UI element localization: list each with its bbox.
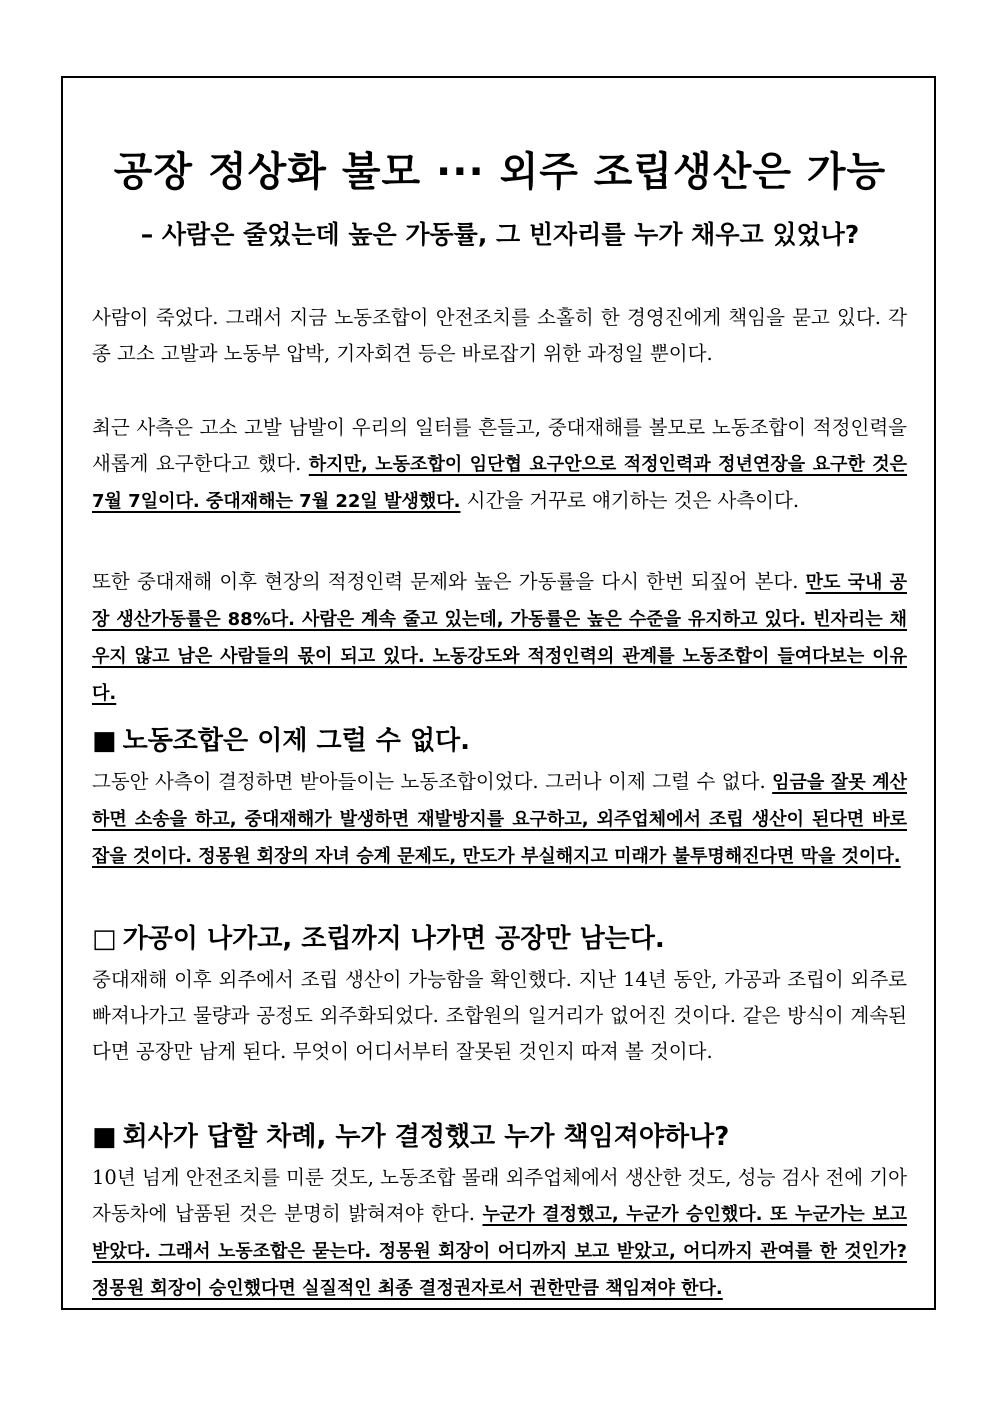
section-heading-2: [92, 918, 907, 955]
paragraph-2-text: 최근 사측은 고소 고발 남발이 우리의 일터를 흔들고, 중대재해를 볼모로 노동조합이 적정인력을 새롭게 요구한다고 했다.: [92, 416, 907, 475]
paragraph-1: 사람이 죽었다. 그래서 지금 노동조합이 안전조치를 소홀히 한 경영진에게 책임을 묻고 있다. 각종 고소 고발과 노동부 압박, 기자회견 등은 바로잡기 위한 과정일 뿐이다.: [92, 306, 907, 365]
paragraph-6: [92, 1160, 907, 1307]
filled-square-icon: ■: [92, 1122, 117, 1152]
section-heading-3: [92, 1116, 907, 1153]
page-subtitle: – 사람은 줄었는데 높은 가동률, 그 빈자리를 누가 채우고 있었나?: [140, 220, 860, 249]
paragraph-6-emphasis: 누군가 결정했고, 누군가 승인했다. 또 누군가는 보고 받았다. 그래서 노동조합은 묻는다. 정몽원 회장이 어디까지 보고 받았고, 어디까지 관여를 한 것인가? 정몽원 회장이 승인했다면 실질적인 최종 결정권자로서 권한만큼 책임져야 한다.: [92, 1204, 907, 1299]
paragraph-3-emphasis: 만도 국내 공장 생산가동률은 88%다. 사람은 계속 줄고 있는데, 가동률은 높은 수준을 유지하고 있다. 빈자리는 채우지 않고 남은 사람들의 몫이 되고 있다. 노동강도와 적정인력의 관계를 노동조합이 들여다보는 이유다.: [92, 572, 907, 704]
paragraph-5: 중대재해 이후 외주에서 조립 생산이 가능함을 확인했다. 지난 14년 동안, 가공과 조립이 외주로 빠져나가고 물량과 공정도 외주화되었다. 조합원의 일거리가 없어진 것이다. 같은 방식이 계속된다면 공장만 남게 된다. 무엇이 어디서부터 잘못된 것인지 따져 볼 것이다.: [92, 968, 907, 1063]
empty-square-icon: □: [92, 924, 117, 954]
paragraph-2-emphasis: 하지만, 노동조합이 임단협 요구안으로 적정인력과 정년연장을 요구한 것은 7월 7일이다. 중대재해는 7월 22일 발생했다.: [92, 454, 907, 512]
paragraph-3: [92, 564, 907, 712]
paragraph-2-tail: 시간을 거꾸로 얘기하는 것은 사측이다.: [460, 489, 800, 512]
paragraph-2: [92, 410, 907, 520]
paragraph-4-emphasis: 임금을 잘못 계산하면 소송을 하고, 중대재해가 발생하면 재발방지를 요구하고, 외주업체에서 조립 생산이 된다면 바로 잡을 것이다. 정몽원 회장의 자녀 승계 문제도, 만도가 부실해지고 미래가 불투명해진다면 막을 것이다.: [92, 772, 908, 867]
paragraph-4-text: 그동안 사측이 결정하면 받아들이는 노동조합이었다. 그러나 이제 그럴 수 없다.: [92, 770, 773, 793]
section-heading-1: [92, 720, 907, 757]
paragraph-4: [92, 764, 907, 875]
paragraph-6-text: 10년 넘게 안전조치를 미룬 것도, 노동조합 몰래 외주업체에서 생산한 것도, 성능 검사 전에 기아자동차에 납품된 것은 분명히 밝혀져야 한다.: [92, 1166, 907, 1225]
section-heading-1-text: 노동조합은 이제 그럴 수 없다.: [122, 726, 471, 756]
section-heading-2-text: 가공이 나가고, 조립까지 나가면 공장만 남는다.: [122, 924, 665, 954]
section-heading-3-text: 회사가 답할 차례, 누가 결정했고 누가 책임져야하나?: [122, 1122, 730, 1152]
page-title: 공장 정상화 불모 ··· 외주 조립생산은 가능: [113, 149, 887, 195]
filled-square-icon: ■: [92, 726, 117, 756]
paragraph-3-text: 또한 중대재해 이후 현장의 적정인력 문제와 높은 가동률을 다시 한번 되짚어 본다.: [92, 570, 806, 593]
